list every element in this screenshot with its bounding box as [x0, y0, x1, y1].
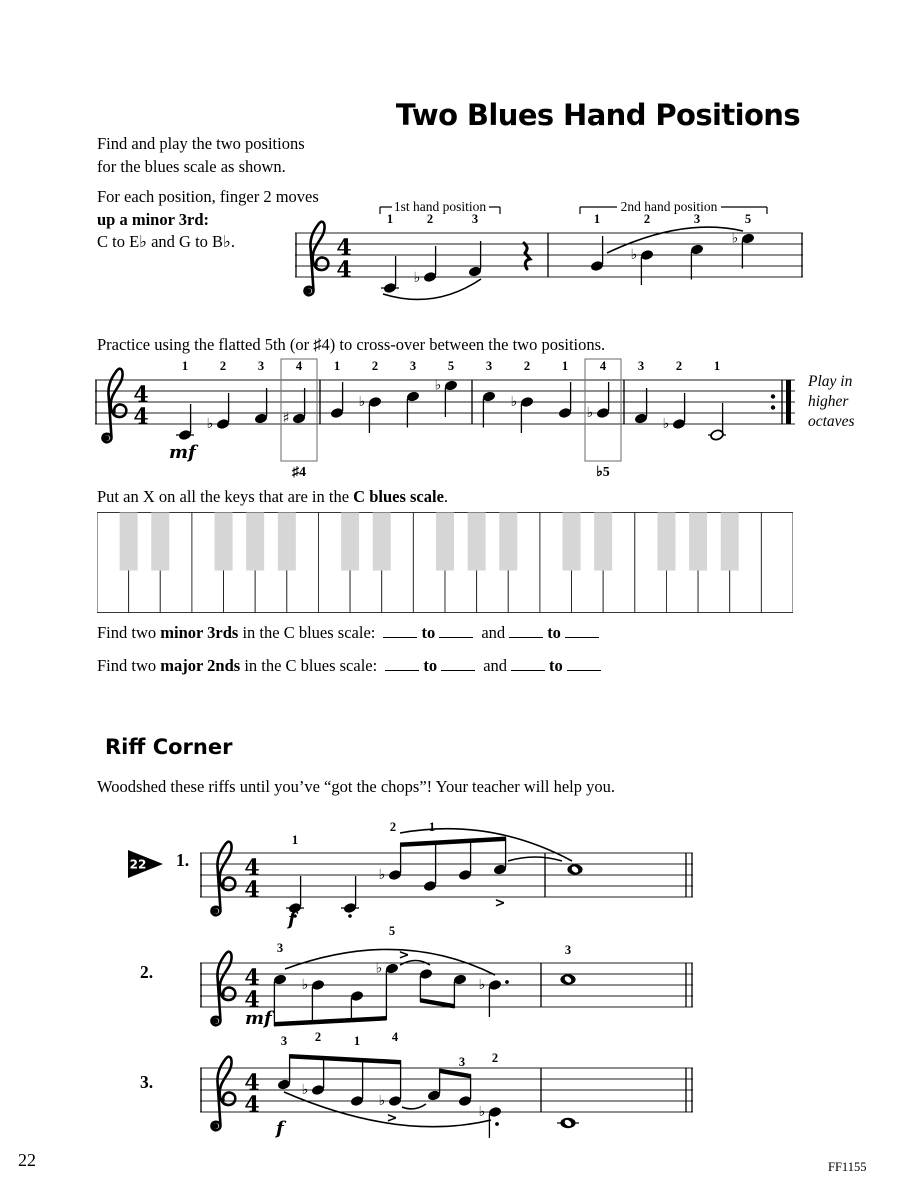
- fingering-number: 1: [428, 820, 436, 834]
- fingering-number: 3: [257, 359, 265, 373]
- fingering-number: 3: [485, 359, 493, 373]
- q2-and: and: [483, 656, 508, 675]
- q2-interval: major 2nds: [160, 656, 241, 675]
- q2-suffix: in the C blues scale:: [240, 656, 378, 675]
- q1-interval: minor 3rds: [160, 623, 239, 642]
- side-note-line-3: octaves: [808, 413, 855, 430]
- riff-corner-instruction: Woodshed these riffs until you’ve “got the chops”! Your teacher will help you.: [97, 777, 616, 796]
- dynamic-f: f: [288, 909, 296, 930]
- fingering-number: 2: [675, 359, 683, 373]
- page-number: 22: [18, 1150, 36, 1170]
- svg-text:♭: ♭: [586, 405, 594, 421]
- fingering-row: [182, 359, 720, 373]
- svg-text:♭: ♭: [378, 1093, 386, 1109]
- intro-line-4: up a minor 3rd:: [97, 209, 210, 229]
- fingering-number: 1: [333, 359, 341, 373]
- svg-text:♭: ♭: [301, 977, 309, 993]
- question-major-2nds: [97, 655, 605, 678]
- time-signature-bottom: 4: [133, 404, 149, 430]
- fingering-number: 1: [353, 1034, 361, 1048]
- intro-paragraph-2: [97, 186, 319, 254]
- answer-blank: [509, 623, 543, 638]
- q1-prefix: Find two: [97, 623, 161, 642]
- catalog-number: FF1155: [828, 1160, 867, 1174]
- fingering-number: 1: [561, 359, 569, 373]
- fingering-number: 2: [643, 212, 651, 226]
- svg-text:♭: ♭: [206, 416, 214, 432]
- riff-corner-heading: Riff Corner: [105, 735, 233, 759]
- svg-text:♭: ♭: [378, 867, 386, 883]
- black-key: [436, 513, 454, 571]
- fingering-number: 2: [491, 1051, 499, 1065]
- fingering-number: 5: [388, 925, 396, 938]
- staff-lines: [200, 853, 693, 897]
- fingering-number: 2: [523, 359, 531, 373]
- keyboard-diagram: [97, 512, 793, 613]
- side-note-line-1: Play in: [808, 373, 853, 390]
- accent-mark: >: [386, 1111, 398, 1126]
- fingering-number: 2: [389, 820, 397, 834]
- time-signature-top: 4: [244, 855, 260, 881]
- notation-staff-hand-positions: [295, 195, 805, 310]
- notation-staff-crossover: [95, 356, 800, 482]
- svg-text:♯: ♯: [282, 410, 290, 427]
- svg-text:♭: ♭: [478, 977, 486, 993]
- intro-line-1: Find and play the two positions: [97, 134, 305, 153]
- svg-text:♭: ♭: [434, 377, 442, 394]
- answer-blank: [385, 656, 419, 671]
- fingering-number: 1: [593, 212, 601, 226]
- fingering-number: 5: [744, 212, 752, 226]
- time-signature-top: 4: [336, 235, 352, 261]
- dynamic-mf: mf: [245, 1008, 272, 1029]
- black-key: [468, 513, 486, 571]
- time-signature-bottom: 4: [244, 877, 260, 903]
- svg-text:♭: ♭: [358, 394, 366, 410]
- svg-text:♭: ♭: [413, 270, 421, 286]
- fingering-number: 4: [391, 1030, 399, 1044]
- fingering-number: 1: [386, 212, 394, 226]
- dynamic-f: f: [276, 1118, 284, 1139]
- black-key: [151, 513, 169, 571]
- fingering-number: 4: [295, 359, 303, 373]
- q1-to: to: [421, 623, 436, 642]
- fingering-number: 1: [713, 359, 721, 373]
- intro-paragraph-1: [97, 133, 305, 178]
- time-signature-top: 4: [244, 965, 260, 991]
- svg-text:♭: ♭: [375, 960, 383, 977]
- practice-instruction: Practice using the flatted 5th (or ♯4) to cross-over between the two positions.: [97, 335, 606, 354]
- track-number: 22: [129, 857, 147, 872]
- fingering-number: 3: [564, 943, 572, 957]
- fingering-number: 3: [276, 941, 284, 955]
- svg-text:♭: ♭: [731, 230, 739, 247]
- intro-line-5: C to E♭ and G to B♭.: [97, 232, 235, 251]
- side-note-octaves: [808, 372, 854, 432]
- answer-blank: [565, 623, 599, 638]
- answer-blank: [511, 656, 545, 671]
- q1-suffix: in the C blues scale:: [238, 623, 376, 642]
- time-signature-bottom: 4: [336, 257, 352, 283]
- fingering-number: 1: [181, 359, 189, 373]
- answer-blank: [383, 623, 417, 638]
- q2-to: to: [423, 656, 438, 675]
- fingering-number: 3: [458, 1055, 466, 1069]
- fingering-number: 3: [471, 212, 479, 226]
- black-key: [499, 513, 517, 571]
- staff-lines: [295, 230, 803, 277]
- riff-3-label: 3.: [140, 1072, 154, 1092]
- keyboard-task-text: Put an X on all the keys that are in the: [97, 487, 354, 506]
- black-key: [278, 513, 296, 571]
- intro-line-3: For each position, finger 2 moves: [97, 187, 319, 206]
- intro-line-2: for the blues scale as shown.: [97, 156, 286, 176]
- fingering-number: 1: [291, 833, 299, 847]
- fingering-number: 2: [219, 359, 227, 373]
- keyboard-task: [97, 486, 448, 509]
- fingering-row: [387, 212, 751, 226]
- bracket-label-2nd-position: 2nd hand position: [620, 199, 718, 214]
- bracket-label-1st-position: 1st hand position: [393, 199, 487, 214]
- black-key: [594, 513, 612, 571]
- question-minor-3rds: [97, 622, 603, 645]
- q2-to-2: to: [549, 656, 563, 675]
- black-key: [341, 513, 359, 571]
- svg-text:♭: ♭: [301, 1082, 309, 1098]
- black-key: [689, 513, 707, 571]
- svg-text:♭: ♭: [630, 247, 638, 263]
- q1-to-2: to: [547, 623, 561, 642]
- black-key: [215, 513, 233, 571]
- time-signature-bottom: 4: [244, 987, 260, 1013]
- time-signature-top: 4: [244, 1070, 260, 1096]
- sharp4-label: ♯4: [292, 465, 306, 480]
- accent-mark: >: [398, 948, 410, 963]
- time-signature-bottom: 4: [244, 1092, 260, 1118]
- svg-text:♭: ♭: [510, 394, 518, 410]
- q2-prefix: Find two: [97, 656, 161, 675]
- keyboard-task-period: .: [443, 487, 449, 506]
- flat5-label: ♭5: [596, 465, 610, 480]
- svg-text:♭: ♭: [478, 1104, 486, 1120]
- answer-blank: [439, 623, 473, 638]
- answer-blank: [567, 656, 601, 671]
- black-key: [721, 513, 739, 571]
- fingering-number: 2: [371, 359, 379, 373]
- fingering-number: 4: [599, 359, 607, 373]
- white-key: [761, 513, 793, 613]
- black-key: [246, 513, 264, 571]
- notation-staff-riff-2: [200, 925, 695, 1043]
- fingering-number: 3: [280, 1034, 288, 1048]
- fingering-number: 2: [314, 1030, 322, 1044]
- black-key: [563, 513, 581, 571]
- fingering-number: 5: [447, 359, 455, 373]
- fingering-number: 3: [409, 359, 417, 373]
- black-key: [373, 513, 391, 571]
- side-note-line-2: higher: [808, 393, 849, 410]
- riff-1-label: 1.: [176, 850, 190, 870]
- keyboard-task-bold: C blues scale: [353, 487, 444, 506]
- time-signature-top: 4: [133, 382, 149, 408]
- fingering-number: 3: [637, 359, 645, 373]
- q1-and: and: [481, 623, 506, 642]
- track-number-badge: [127, 848, 167, 880]
- dynamic-mf: mf: [169, 442, 196, 463]
- fingering-number: 3: [693, 212, 701, 226]
- black-key: [120, 513, 138, 571]
- riff-2-label: 2.: [140, 962, 154, 982]
- svg-text:♭: ♭: [662, 416, 670, 432]
- answer-blank: [441, 656, 475, 671]
- fingering-number: 2: [426, 212, 434, 226]
- notation-staff-riff-3: [200, 1030, 695, 1150]
- staff-lines: [200, 1068, 693, 1112]
- notation-staff-riff-1: [200, 815, 695, 930]
- black-key: [657, 513, 675, 571]
- accent-mark: >: [494, 896, 506, 911]
- page-title: Two Blues Hand Positions: [395, 98, 800, 132]
